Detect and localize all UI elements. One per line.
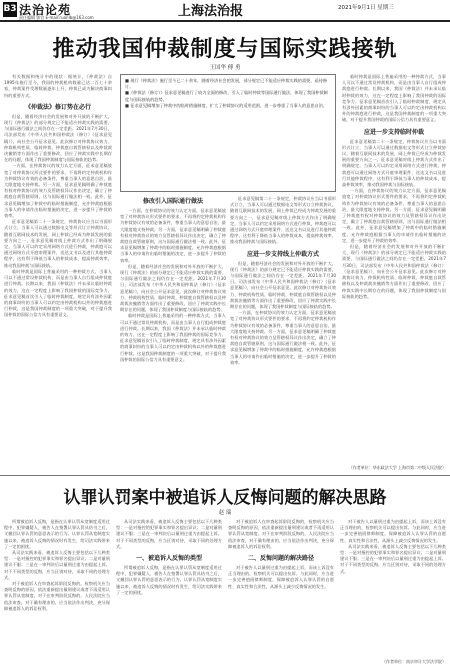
summary-item: ■《仲裁法（修订）》征求意见稿进行了较为全面的修改，引入了临时仲裁等国际通行做法，体现了我国仲裁制度与国际接轨的趋势。 <box>125 90 328 102</box>
article-paragraph: 征求意见稿第二十一条规定，仲裁协议应当以书面形式订立，当事人可以通过数据电文等形式订立仲裁协议。随着互联网技术的发展，网上仲裁已经成为仲裁发展的重要方向之一，征求意见稿对线上仲裁方式作出了明确规定，当事人可以约定采用网络方式进行仲裁，仲裁庭可以通过网络方式开庭审理案件、送达文书以及进行其他仲裁程序，这有利于降低当事人的仲裁成本，提高仲裁效率，推动我国仲裁与国际接轨。 <box>4 219 112 268</box>
article-paragraph: 对于被追诉人在审查起诉阶段反悔的，检察机关应当查明反悔的原因，依法重新提出量刑建议或者不再适用认罪认罚从宽制度。对于在审判阶段反悔的，人民法院应当依法审查，对于确有理由的，应当依法作出判决，充分保障被追诉人的诉讼权利。 <box>228 519 334 549</box>
article-column-3 <box>228 519 334 665</box>
article-paragraph: 临时仲裁是国际上普遍采用的一种仲裁方式，当事人可以不通过常设仲裁机构，而是由当事人自行组成仲裁庭进行仲裁。长期以来，我国《仲裁法》并未承认临时仲裁的效力，这在一定程度上影响了我国仲裁的国际竞争力。征求意见稿首次引入了临时仲裁制度，规定具有涉外因素的商事纠纷的当事人可以约定由仲裁机构以外的仲裁庭进行仲裁，这是我国仲裁制度的一项重大突破，对于提升我国仲裁的国际公信力具有重要意义。 <box>4 268 112 318</box>
article-paragraph: 临时仲裁是国际上普遍采用的一种仲裁方式，当事人可以不通过常设仲裁机构，而是由当事人自行组成仲裁庭进行仲裁。长期以来，我国《仲裁法》并未承认临时仲裁的效力，这在一定程度上影响了我国仲裁的国际竞争力。征求意见稿首次引入了临时仲裁制度，规定具有涉外因素的商事纠纷的当事人可以约定由仲裁机构以外的仲裁庭进行仲裁，这是我国仲裁制度的一项重大突破，对于提升我国仲裁的国际公信力具有重要意义。 <box>120 313 226 362</box>
article-byline: 赵 瑞 <box>218 510 232 516</box>
article-subhead: 应进一步支持线上仲裁方式 <box>246 250 319 258</box>
article-paragraph: 征求意见稿第二十一条规定，仲裁协议应当以书面形式订立，当事人可以通过数据电文等形式订立仲裁协议。随着互联网技术的发展，网上仲裁已经成为仲裁发展的重要方向之一，征求意见稿对线上仲裁方式作出了明确规定，当事人可以约定采用网络方式进行仲裁，仲裁庭可以通过网络方式开庭审理案件、送达文书以及进行其他仲裁程序，这有利于降低当事人的仲裁成本，提高仲裁效率，推动我国仲裁与国际接轨。 <box>342 138 446 188</box>
newspaper-masthead: 上海法治报 <box>178 4 244 19</box>
article-byline: 王国华 傅 勇 <box>209 65 241 71</box>
article-divider <box>0 475 450 476</box>
author-note: （作者单位：南京审计大学法学院） <box>382 659 446 664</box>
article-column-4 <box>342 74 446 464</box>
article-paragraph: 但是，随着经济社会的发展和对外开放的不断扩大，现行《仲裁法》的部分规定已不能适应仲裁实践的需要，与国际通行做法之间仍存在一定差距。2021年7月30日，司法部发布《中华人民共和国仲裁法（修订）（征求意见稿）》，向社会公开征求意见。此次修订对仲裁协议效力、仲裁机构性质、临时仲裁、仲裁庭自裁管辖权以及仲裁裁决撤销等方面作出了重要修改，回应了仲裁实践中长期存在的问题，体现了我国仲裁制度与国际接轨的趋势。 <box>230 260 336 310</box>
article-column-4 <box>340 519 446 657</box>
article-paragraph: 一方面，在仲裁协议的效力认定方面，征求意见稿放宽了对仲裁协议形式要件的要求，不再将约定仲裁机构作为仲裁协议有效的必备条件，尊重当事人的意思自治，最大限度地支持仲裁。另一方面，征求意见稿明确了仲裁庭有权对仲裁协议的效力及管辖权异议作出决定，确立了仲裁庭自裁管辖原则，这与国际通行做法相一致。此外，征求意见稿增加了仲裁中的临时措施制度，允许仲裁庭根据当事人的申请作出临时措施的决定，进一步提升了仲裁的效率。 <box>4 163 112 219</box>
article-column-1 <box>4 519 110 665</box>
article-subhead: 一、被追诉人反悔的类型 <box>135 555 202 563</box>
article-column-3 <box>230 196 336 470</box>
article-paragraph: 从司法实践来看，被追诉人反悔主要包括以下几种类型：一是对指控的犯罪事实和罪名提出异议；二是对量刑建议不服；三是在一审判决后以量刑过重为由提起上诉。对于不同类型的反悔，应当区别对待，采取不同的处理方式。 <box>340 543 446 574</box>
article-paragraph: 对于被告人以量刑过重为由提起上诉，而该上诉没有正当理由的，检察机关可以提出抗诉。与此同时，应当进一步完善值班律师制度，保障被追诉人认罪认罚的自愿性、真实性和合法性，从源头上减少反悔情况的发生。 <box>340 519 446 543</box>
article-paragraph: 所谓被追诉人反悔，是指在认罪认罚从宽制度适用过程中，犯罪嫌疑人、被告人在签署认罪认罚具结书之后，又撤回认罪认罚的意思表示的行为。认罪认罚从宽制度实施以来，被追诉人反悔的情况时有发生，给司法实践带来了一定的困扰。 <box>4 519 110 549</box>
article-paragraph: 一方面，在仲裁协议的效力认定方面，征求意见稿放宽了对仲裁协议形式要件的要求，不再将约定仲裁机构作为仲裁协议有效的必备条件，尊重当事人的意思自治，最大限度地支持仲裁。另一方面，征求意见稿明确了仲裁庭有权对仲裁协议的效力及管辖权异议作出决定，确立了仲裁庭自裁管辖原则，这与国际通行做法相一致。此外，征求意见稿增加了仲裁中的临时措施制度，允许仲裁庭根据当事人的申请作出临时措施的决定，进一步提升了仲裁的效率。 <box>342 188 446 243</box>
section-title: 法治论苑 <box>19 3 72 17</box>
article-paragraph: 一方面，在仲裁协议的效力认定方面，征求意见稿放宽了对仲裁协议形式要件的要求，不再将约定仲裁机构作为仲裁协议有效的必备条件，尊重当事人的意思自治，最大限度地支持仲裁。另一方面，征求意见稿明确了仲裁庭有权对仲裁协议的效力及管辖权异议作出决定，确立了仲裁庭自裁管辖原则，这与国际通行做法相一致。此外，征求意见稿增加了仲裁中的临时措施制度，允许仲裁庭根据当事人的申请作出临时措施的决定，进一步提升了仲裁的效率。 <box>230 310 336 365</box>
article-paragraph: 对于被告人以量刑过重为由提起上诉，而该上诉没有正当理由的，检察机关可以提出抗诉。与此同时，应当进一步完善值班律师制度，保障被追诉人认罪认罚的自愿性、真实性和合法性，从源头上减少反悔情况的发生。 <box>228 565 334 589</box>
article-paragraph: 从司法实践来看，被追诉人反悔主要包括以下几种类型：一是对指控的犯罪事实和罪名提出异议；二是对量刑建议不服；三是在一审判决后以量刑过重为由提起上诉。对于不同类型的反悔，应当区别对待，采取不同的处理方式。 <box>116 519 222 549</box>
article-paragraph: 但是，随着经济社会的发展和对外开放的不断扩大，现行《仲裁法》的部分规定已不能适应仲裁实践的需要，与国际通行做法之间仍存在一定差距。2021年7月30日，司法部发布《中华人民共和国仲裁法（修订）（征求意见稿）》，向社会公开征求意见。此次修订对仲裁协议效力、仲裁机构性质、临时仲裁、仲裁庭自裁管辖权以及仲裁裁决撤销等方面作出了重要修改，回应了仲裁实践中长期存在的问题，体现了我国仲裁制度与国际接轨的趋势。 <box>4 113 112 163</box>
article-lead: 有关数据和统计中的现状：据统计，《仲裁法》自1995年施行至今，我国的仲裁机构数量已达二百七十余家，仲裁案件受理数量逐年上升，仲裁已成为解决商事纠纷的重要方式。 <box>4 74 112 98</box>
article-paragraph: 临时仲裁是国际上普遍采用的一种仲裁方式，当事人可以不通过常设仲裁机构，而是由当事人自行组成仲裁庭进行仲裁。长期以来，我国《仲裁法》并未承认临时仲裁的效力，这在一定程度上影响了我国仲裁的国际竞争力。征求意见稿首次引入了临时仲裁制度，规定具有涉外因素的商事纠纷的当事人可以约定由仲裁机构以外的仲裁庭进行仲裁，这是我国仲裁制度的一项重大突破，对于提升我国仲裁的国际公信力具有重要意义。 <box>342 74 446 123</box>
article-column-1 <box>4 74 112 469</box>
article-subhead: 应进一步支持临时仲裁 <box>363 128 424 136</box>
article-paragraph: 但是，随着经济社会的发展和对外开放的不断扩大，现行《仲裁法》的部分规定已不能适应仲裁实践的需要，与国际通行做法之间仍存在一定差距。2021年7月30日，司法部发布《中华人民共和国仲裁法（修订）（征求意见稿）》，向社会公开征求意见。此次修订对仲裁协议效力、仲裁机构性质、临时仲裁、仲裁庭自裁管辖权以及仲裁裁决撤销等方面作出了重要修改，回应了仲裁实践中长期存在的问题，体现了我国仲裁制度与国际接轨的趋势。 <box>120 263 226 313</box>
article-subhead: 《仲裁法》修订势在必行 <box>24 103 91 111</box>
article-subhead: 修改引入国际通行做法 <box>142 198 203 205</box>
article-headline: 推动我国仲裁制度与国际实践接轨 <box>52 37 398 62</box>
editor-line: 责任编辑 郭官 E-mail:ruanlb@163.com <box>19 15 94 20</box>
article-paragraph: 从司法实践来看，被追诉人反悔主要包括以下几种类型：一是对指控的犯罪事实和罪名提出异议；二是对量刑建议不服；三是在一审判决后以量刑过重为由提起上诉。对于不同类型的反悔，应当区别对待，采取不同的处理方式。 <box>4 550 110 580</box>
author-note: （作者单位：华东政法大学 上海市第二中级人民法院） <box>348 465 446 470</box>
page-number-badge: B3 <box>3 2 17 17</box>
article-subhead: 二、反悔问题的解决路径 <box>247 555 314 563</box>
summary-item: ■ 征求意见稿增加了仲裁中的临时措施制度，扩大了仲裁协议的适用范围，进一步尊重了当事人的意思自治。 <box>125 102 328 108</box>
article-column-2 <box>120 196 226 470</box>
date-line: 2021年9月1日 星期三 <box>338 5 394 11</box>
article-column-2 <box>116 519 222 665</box>
article-paragraph: 征求意见稿第二十一条规定，仲裁协议应当以书面形式订立，当事人可以通过数据电文等形式订立仲裁协议。随着互联网技术的发展，网上仲裁已经成为仲裁发展的重要方向之一，征求意见稿对线上仲裁方式作出了明确规定，当事人可以约定采用网络方式进行仲裁，仲裁庭可以通过网络方式开庭审理案件、送达文书以及进行其他仲裁程序，这有利于降低当事人的仲裁成本，提高仲裁效率，推动我国仲裁与国际接轨。 <box>230 196 336 245</box>
article-paragraph: 但是，随着经济社会的发展和对外开放的不断扩大，现行《仲裁法》的部分规定已不能适应仲裁实践的需要，与国际通行做法之间仍存在一定差距。2021年7月30日，司法部发布《中华人民共和国仲裁法（修订）（征求意见稿）》，向社会公开征求意见。此次修订对仲裁协议效力、仲裁机构性质、临时仲裁、仲裁庭自裁管辖权以及仲裁裁决撤销等方面作出了重要修改，回应了仲裁实践中长期存在的问题，体现了我国仲裁制度与国际接轨的趋势。 <box>342 244 446 299</box>
article-paragraph: 一方面，在仲裁协议的效力认定方面，征求意见稿放宽了对仲裁协议形式要件的要求，不再将约定仲裁机构作为仲裁协议有效的必备条件，尊重当事人的意思自治，最大限度地支持仲裁。另一方面，征求意见稿明确了仲裁庭有权对仲裁协议的效力及管辖权异议作出决定，确立了仲裁庭自裁管辖原则，这与国际通行做法相一致。此外，征求意见稿增加了仲裁中的临时措施制度，允许仲裁庭根据当事人的申请作出临时措施的决定，进一步提升了仲裁的效率。 <box>120 208 226 263</box>
article-paragraph: 所谓被追诉人反悔，是指在认罪认罚从宽制度适用过程中，犯罪嫌疑人、被告人在签署认罪认罚具结书之后，又撤回认罪认罚的意思表示的行为。认罪认罚从宽制度实施以来，被追诉人反悔的情况时有发生，给司法实践带来了一定的困扰。 <box>116 565 222 595</box>
summary-item: ■ 现行《仲裁法》施行至今已二十余年，随着经济社会的发展，部分规定已不能适应仲裁实践的需要，亟待修订。 <box>125 78 328 90</box>
article-paragraph: 对于被追诉人在审查起诉阶段反悔的，检察机关应当查明反悔的原因，依法重新提出量刑建议或者不再适用认罪认罚从宽制度。对于在审判阶段反悔的，人民法院应当依法审查，对于确有理由的，应当依法作出判决，充分保障被追诉人的诉讼权利。 <box>4 581 110 611</box>
summary-box <box>120 74 336 192</box>
article-headline: 认罪认罚案中被追诉人反悔问题的解决思路 <box>63 488 387 508</box>
